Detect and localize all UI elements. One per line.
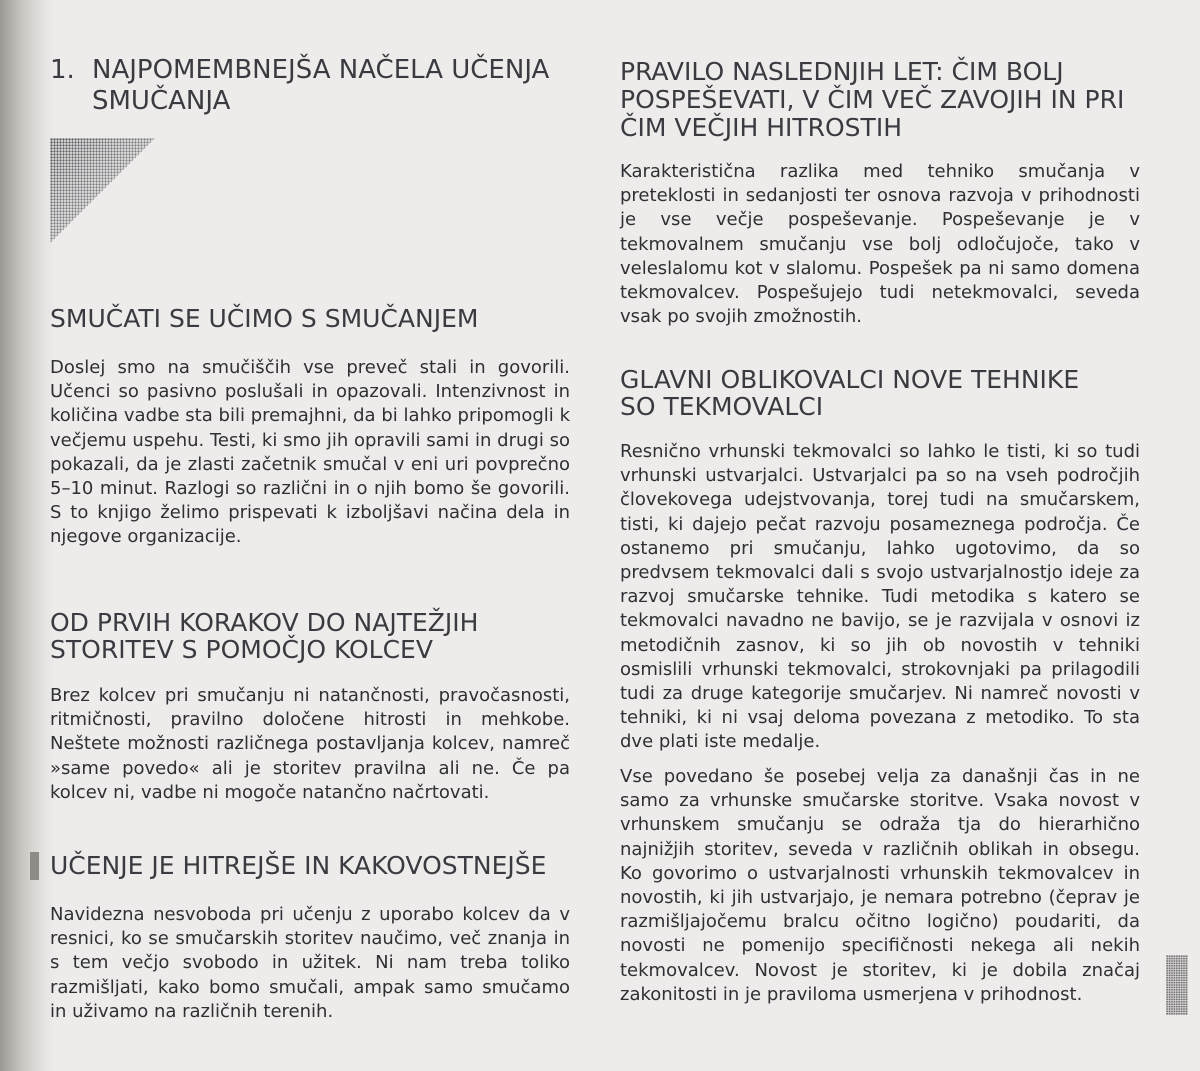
gutter-mark — [30, 852, 39, 880]
section-body-2: Brez kolcev pri smučanju ni natančnosti, pravočasnosti, ritmičnosti, pravilno določene hitrosti in mehkobe. Neštete možnosti različnega postavljanja kolcev, namreč »same povedo« ali je storitev pravilna ali ne. Če pa kolcev ni, vadbe ni mogoče natančno načrtovati. — [50, 685, 570, 803]
halftone-edge-tab-icon — [1166, 955, 1188, 1015]
section-body-5b: Vse povedano še posebej velja za današnji čas in ne samo za vrhunske smučarske storitve. Vsaka novost v vrhunskem smučanju se odraža tja do hierarhično najnižjih storitev, seveda v različnih oblikah in obsegu. Ko govorimo o ustvarjalnosti vrhunskih tekmovalcev in novostih, ki jih ustvarjajo, je nemara potrebno (čeprav je razmišljajočemu bralcu očitno logično) poudariti, da novosti ne pomenijo specifičnosti nekega ali nekih tekmovalcev. Novost je storitev, ki je dobila značaj zakonitosti in je praviloma usmerjena v prihodnost. — [620, 766, 1140, 1005]
halftone-triangle-icon — [50, 138, 155, 243]
section-body-4: Karakteristična razlika med tehniko smučanja v preteklosti in sedanjosti ter osnova razvoja v prihodnosti je vse večje pospeševanje. Pospeševanje je v tekmovalnem smučanju vse bolj odločujoče, tako v veleslalomu kot v slalomu. Pospešek pa ni samo domena tekmovalcev. Pospešujejo tudi netekmovalci, seveda vsak po svojih zmožnostih. — [620, 161, 1140, 328]
section-heading-4: PRAVILO NASLEDNJIH LET: ČIM BOLJ POSPEŠEVATI, V ČIM VEČ ZAVOJIH IN PRI ČIM VEČJIH HITROSTIH — [620, 57, 1125, 142]
chapter-number: 1. — [50, 55, 75, 85]
section-heading-5: GLAVNI OBLIKOVALCI NOVE TEHNIKE SO TEKMOVALCI — [620, 365, 1080, 421]
chapter-title: NAJPOMEMBNEJŠA NAČELA UČENJA SMUČANJA — [92, 55, 550, 116]
page-gutter-shadow — [0, 0, 55, 1071]
chapter-heading — [50, 55, 570, 117]
section-heading-3: UČENJE JE HITREJŠE IN KAKOVOSTNEJŠE — [50, 851, 547, 880]
section-body-5: Resnično vrhunski tekmovalci so lahko le tisti, ki so tudi vrhunski ustvarjalci. Ustvarjalci pa so na vseh področjih človekovega udejstvovanja, torej tudi na smučarskem, tisti, ki dajejo pečat razvoju posameznega področja. Če ostanemo pri smučanju, lahko ugotovimo, da so predvsem tekmovalci dali s svojo ustvarjalnostjo ideje za razvoj smučarske tehnike. Tudi metodika s katero se tekmovalci navadno ne bavijo, se je razvijala v osnovi iz metodičnih zasnov, ki so jih ob novostih v tehniki osmislili vrhunski tekmovalci, strokovnjaki pa prilagodili tudi za druge kategorije smučarjev. Ni namreč novosti v tehniki, ki ni vsaj deloma povezana z metodiko. To sta dve plati iste medalje. — [620, 441, 1140, 753]
section-body-3: Navidezna nesvoboda pri učenju z uporabo kolcev da v resnici, ko se smučarskih storitev naučimo, več znanja in s tem večjo svobodo in užitek. Ni nam treba toliko razmišljati, kako bomo smučali, ampak samo smučamo in uživamo na različnih terenih. — [50, 904, 570, 1022]
section-body-1: Doslej smo na smučiščih vse preveč stali in govorili. Učenci so pasivno poslušali in opazovali. Intenzivnost in količina vadbe sta bili premajhni, da bi lahko pripomogli k večjemu uspehu. Testi, ki smo jih opravili sami in drugi so pokazali, da je zlasti začetnik smučal v eni uri povprečno 5–10 minut. Razlogi so različni in o njih bomo še govorili. S to knjigo želimo prispevati k izboljšavi načina dela in njegove organizacije. — [50, 357, 570, 548]
section-heading-2: OD PRVIH KORAKOV DO NAJTEŽJIH STORITEV S POMOČJO KOLCEV — [50, 608, 479, 664]
section-heading-1: SMUČATI SE UČIMO S SMUČANJEM — [50, 304, 479, 333]
